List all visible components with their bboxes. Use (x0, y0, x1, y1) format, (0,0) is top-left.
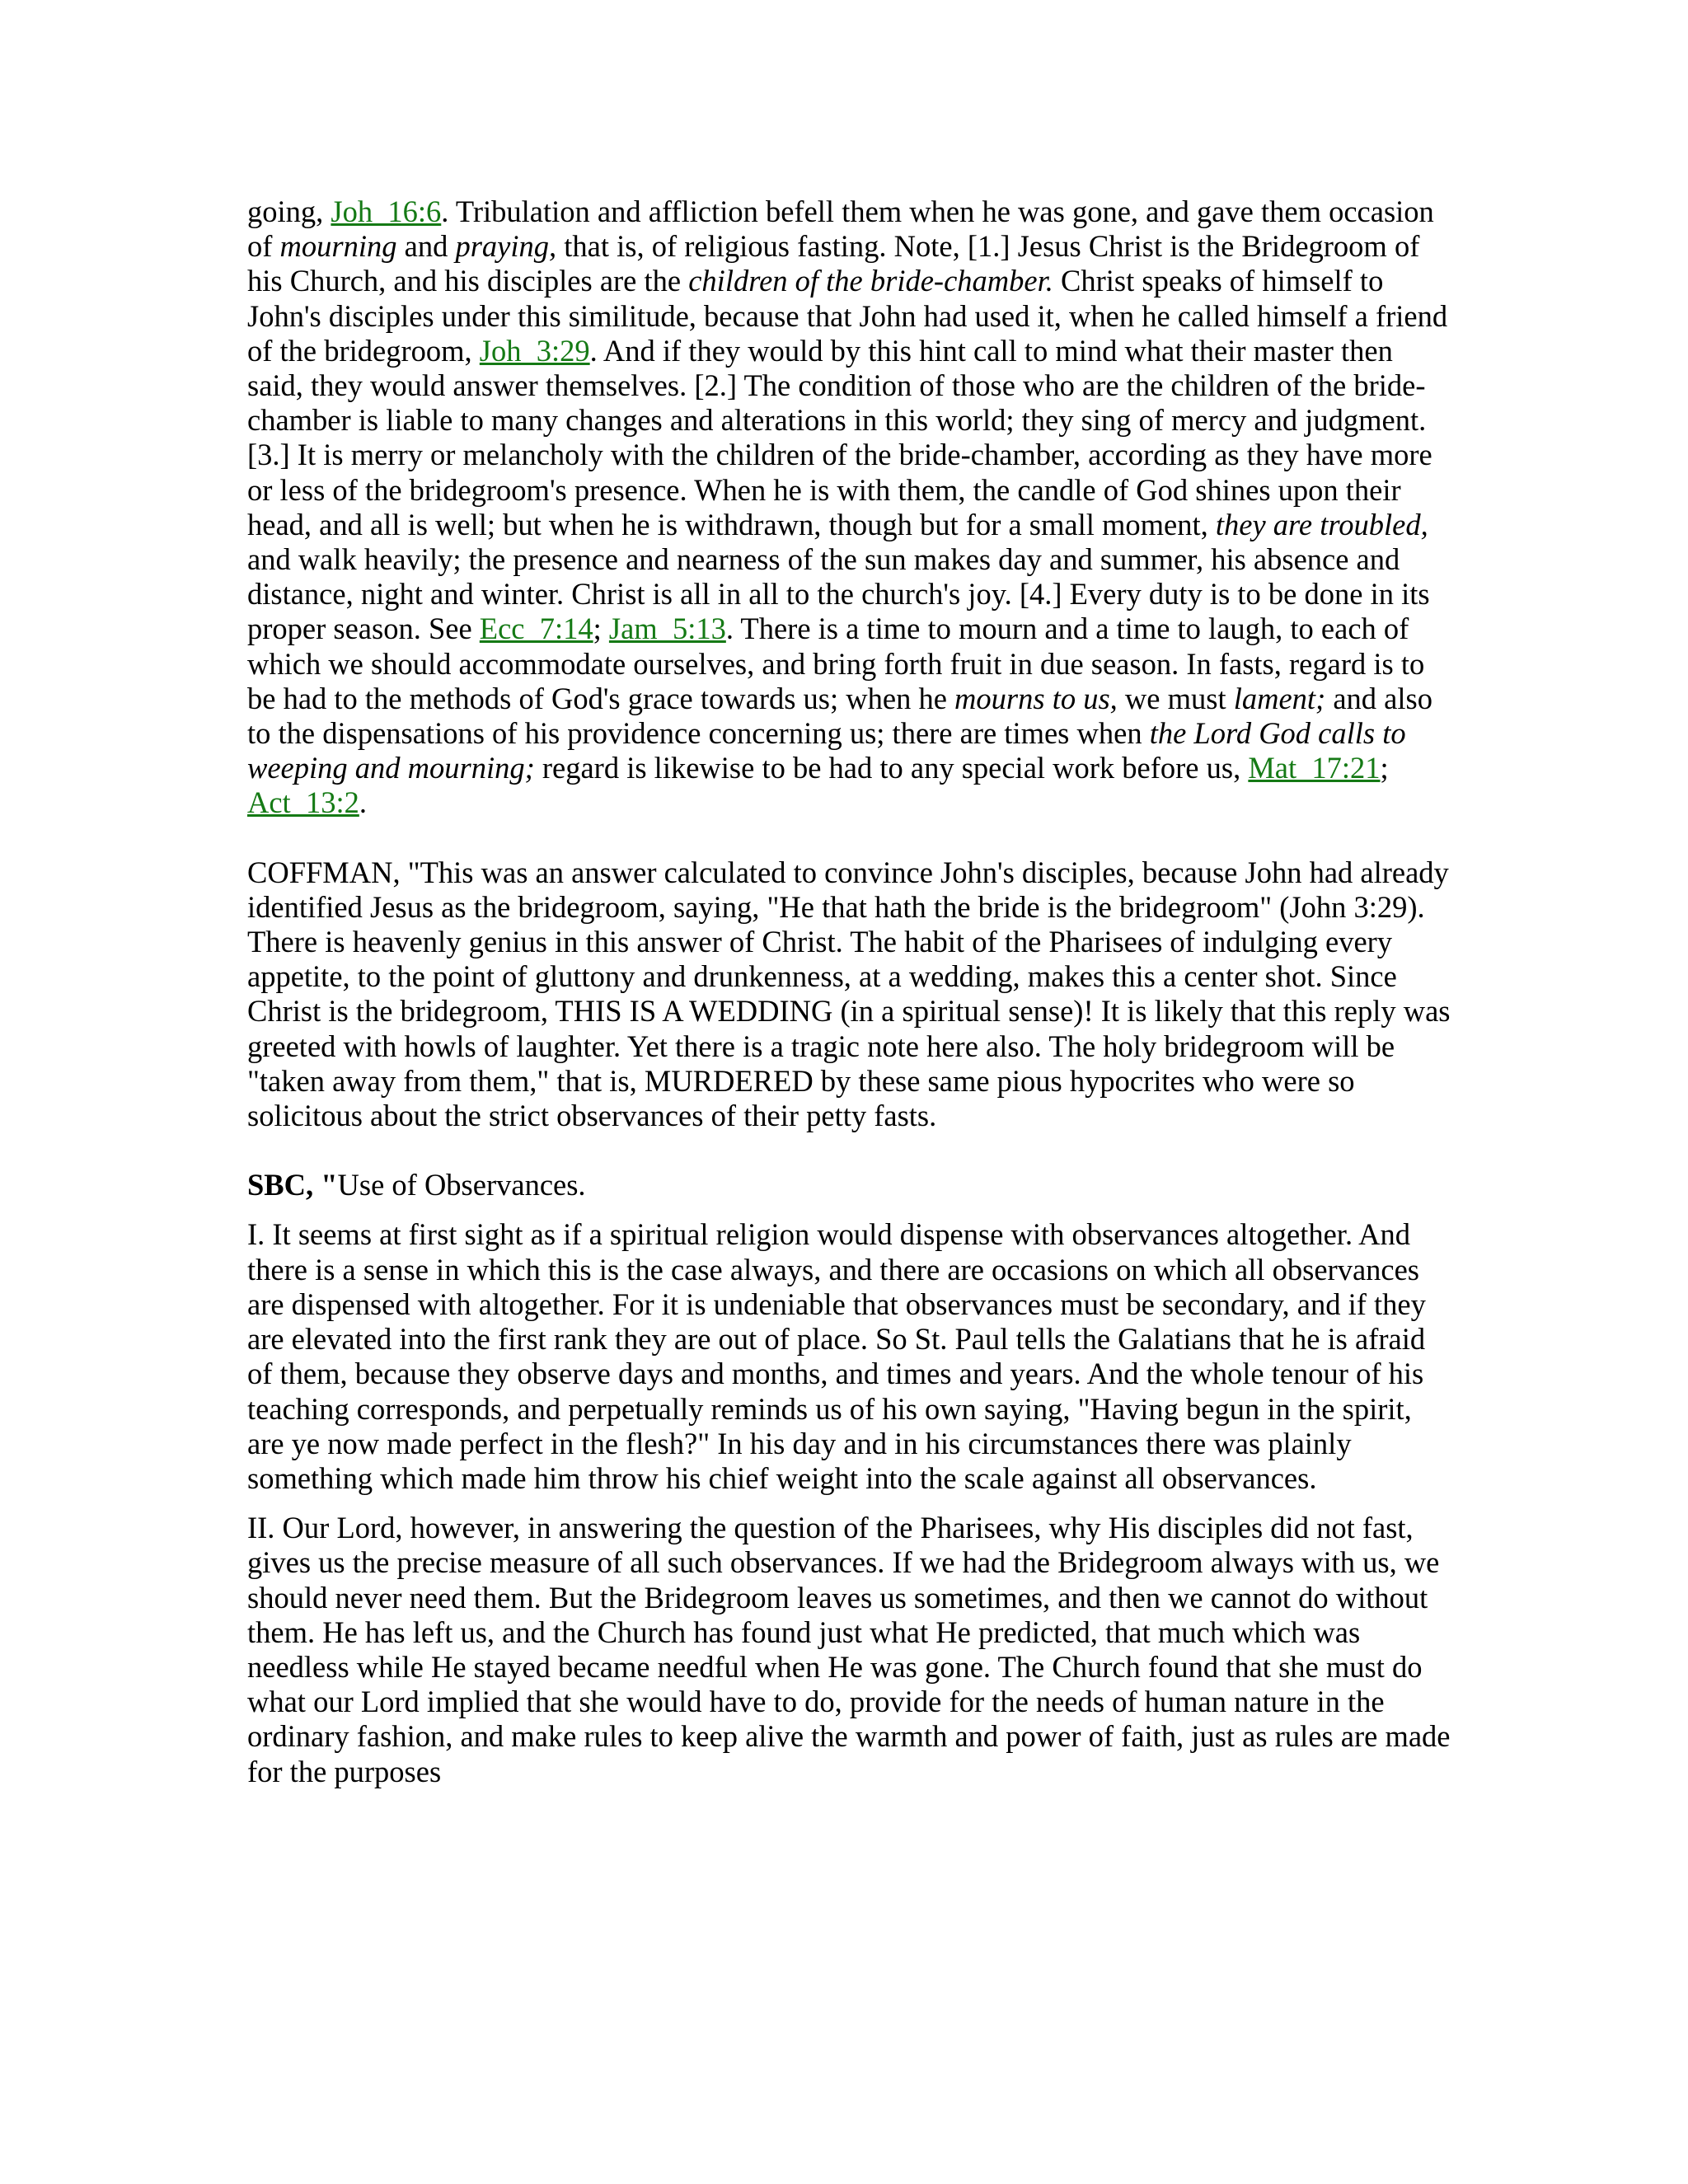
sbc-title: Use of Observances. (337, 1168, 586, 1202)
sbc-label: SBC, " (247, 1168, 338, 1202)
coffman-paragraph: COFFMAN, "This was an answer calculated to convince John's disciples, because John had already identified Jesus as the bridegroom, saying, "He that hath the bride is the bridegroom" (John 3:29). There is heavenly genius in this answer of Christ. The habit of the Pharisees of indulging every appetite, to the point of gluttony and drunkenness, at a wedding, makes this a center shot. Since Christ is the bridegroom, THIS IS A WEDDING (in a spiritual sense)! It is likely that this reply was greeted with howls of laughter. Yet there is a tragic note here also. The holy bridegroom will be "taken away from them," that is, MURDERED by these same pious hypocrites who were so solicitous about the strict observances of their petty fasts. (247, 855, 1451, 1133)
scripture-link[interactable]: Act_13:2 (247, 785, 359, 820)
scripture-link[interactable]: Jam_5:13 (608, 612, 726, 646)
scripture-link[interactable]: Joh_3:29 (479, 333, 590, 368)
document-page (247, 194, 1451, 1789)
scripture-link[interactable]: Mat_17:21 (1248, 751, 1381, 785)
scripture-link[interactable]: Ecc_7:14 (479, 612, 593, 646)
sbc-point-two: II. Our Lord, however, in answering the question of the Pharisees, why His disciples did not fast, gives us the precise measure of all such observances. If we had the Bridegroom always with us, we should never need them. But the Bridegroom leaves us sometimes, and then we cannot do without them. He has left us, and the Church has found just what He predicted, that much which was needless while He stayed became needful when He was gone. The Church found that she must do what our Lord implied that she would have to do, provide for the needs of human nature in the ordinary fashion, and make rules to keep alive the warmth and power of faith, just as rules are made for the purposes (247, 1511, 1451, 1788)
matthew-henry-paragraph: going, Joh_16:6. Tribulation and affliction befell them when he was gone, and gave them occasion of mourning and praying, that is, of religious fasting. Note, [1.] Jesus Christ is the Bridegroom of his Church, and his disciples are the children of the bride-chamber. Christ speaks of himself to John's disciples under this similitude, because that John had used it, when he called himself a friend of the bridegroom, Joh_3:29. And if they would by this hint call to mind what their master then said, they would answer themselves. [2.] The condition of those who are the children of the bride-chamber is liable to many changes and alterations in this world; they sing of mercy and judgment. [3.] It is merry or melancholy with the children of the bride-chamber, according as they have more or less of the bridegroom's presence. When he is with them, the candle of God shines upon their head, and all is well; but when he is withdrawn, though but for a small moment, they are troubled, and walk heavily; the presence and nearness of the sun makes day and summer, his absence and distance, night and winter. Christ is all in all to the church's joy. [4.] Every duty is to be done in its proper season. See Ecc_7:14; Jam_5:13. There is a time to mourn and a time to laugh, to each of which we should accommodate ourselves, and bring forth fruit in due season. In fasts, regard is to be had to the methods of God's grace towards us; when he mourns to us, we must lament; and also to the dispensations of his providence concerning us; there are times when the Lord God calls to weeping and mourning; regard is likewise to be had to any special work before us, Mat_17:21; Act_13:2. (247, 194, 1448, 820)
scripture-link[interactable]: Joh_16:6 (331, 194, 442, 228)
sbc-point-one: I. It seems at first sight as if a spiritual religion would dispense with observances altogether. And there is a sense in which this is the case always, and there are occasions on which all observances are dispensed with altogether. For it is undeniable that observances must be secondary, and if they are elevated into the first rank they are out of place. So St. Paul tells the Galatians that he is afraid of them, because they observe days and months, and times and years. And the whole tenour of his teaching corresponds, and perpetually reminds us of his own saying, "Having begun in the spirit, are ye now made perfect in the flesh?" In his day and in his circumstances there was plainly something which made him throw his chief weight into the scale against all observances. (247, 1217, 1426, 1495)
sbc-heading (247, 1168, 1451, 1202)
